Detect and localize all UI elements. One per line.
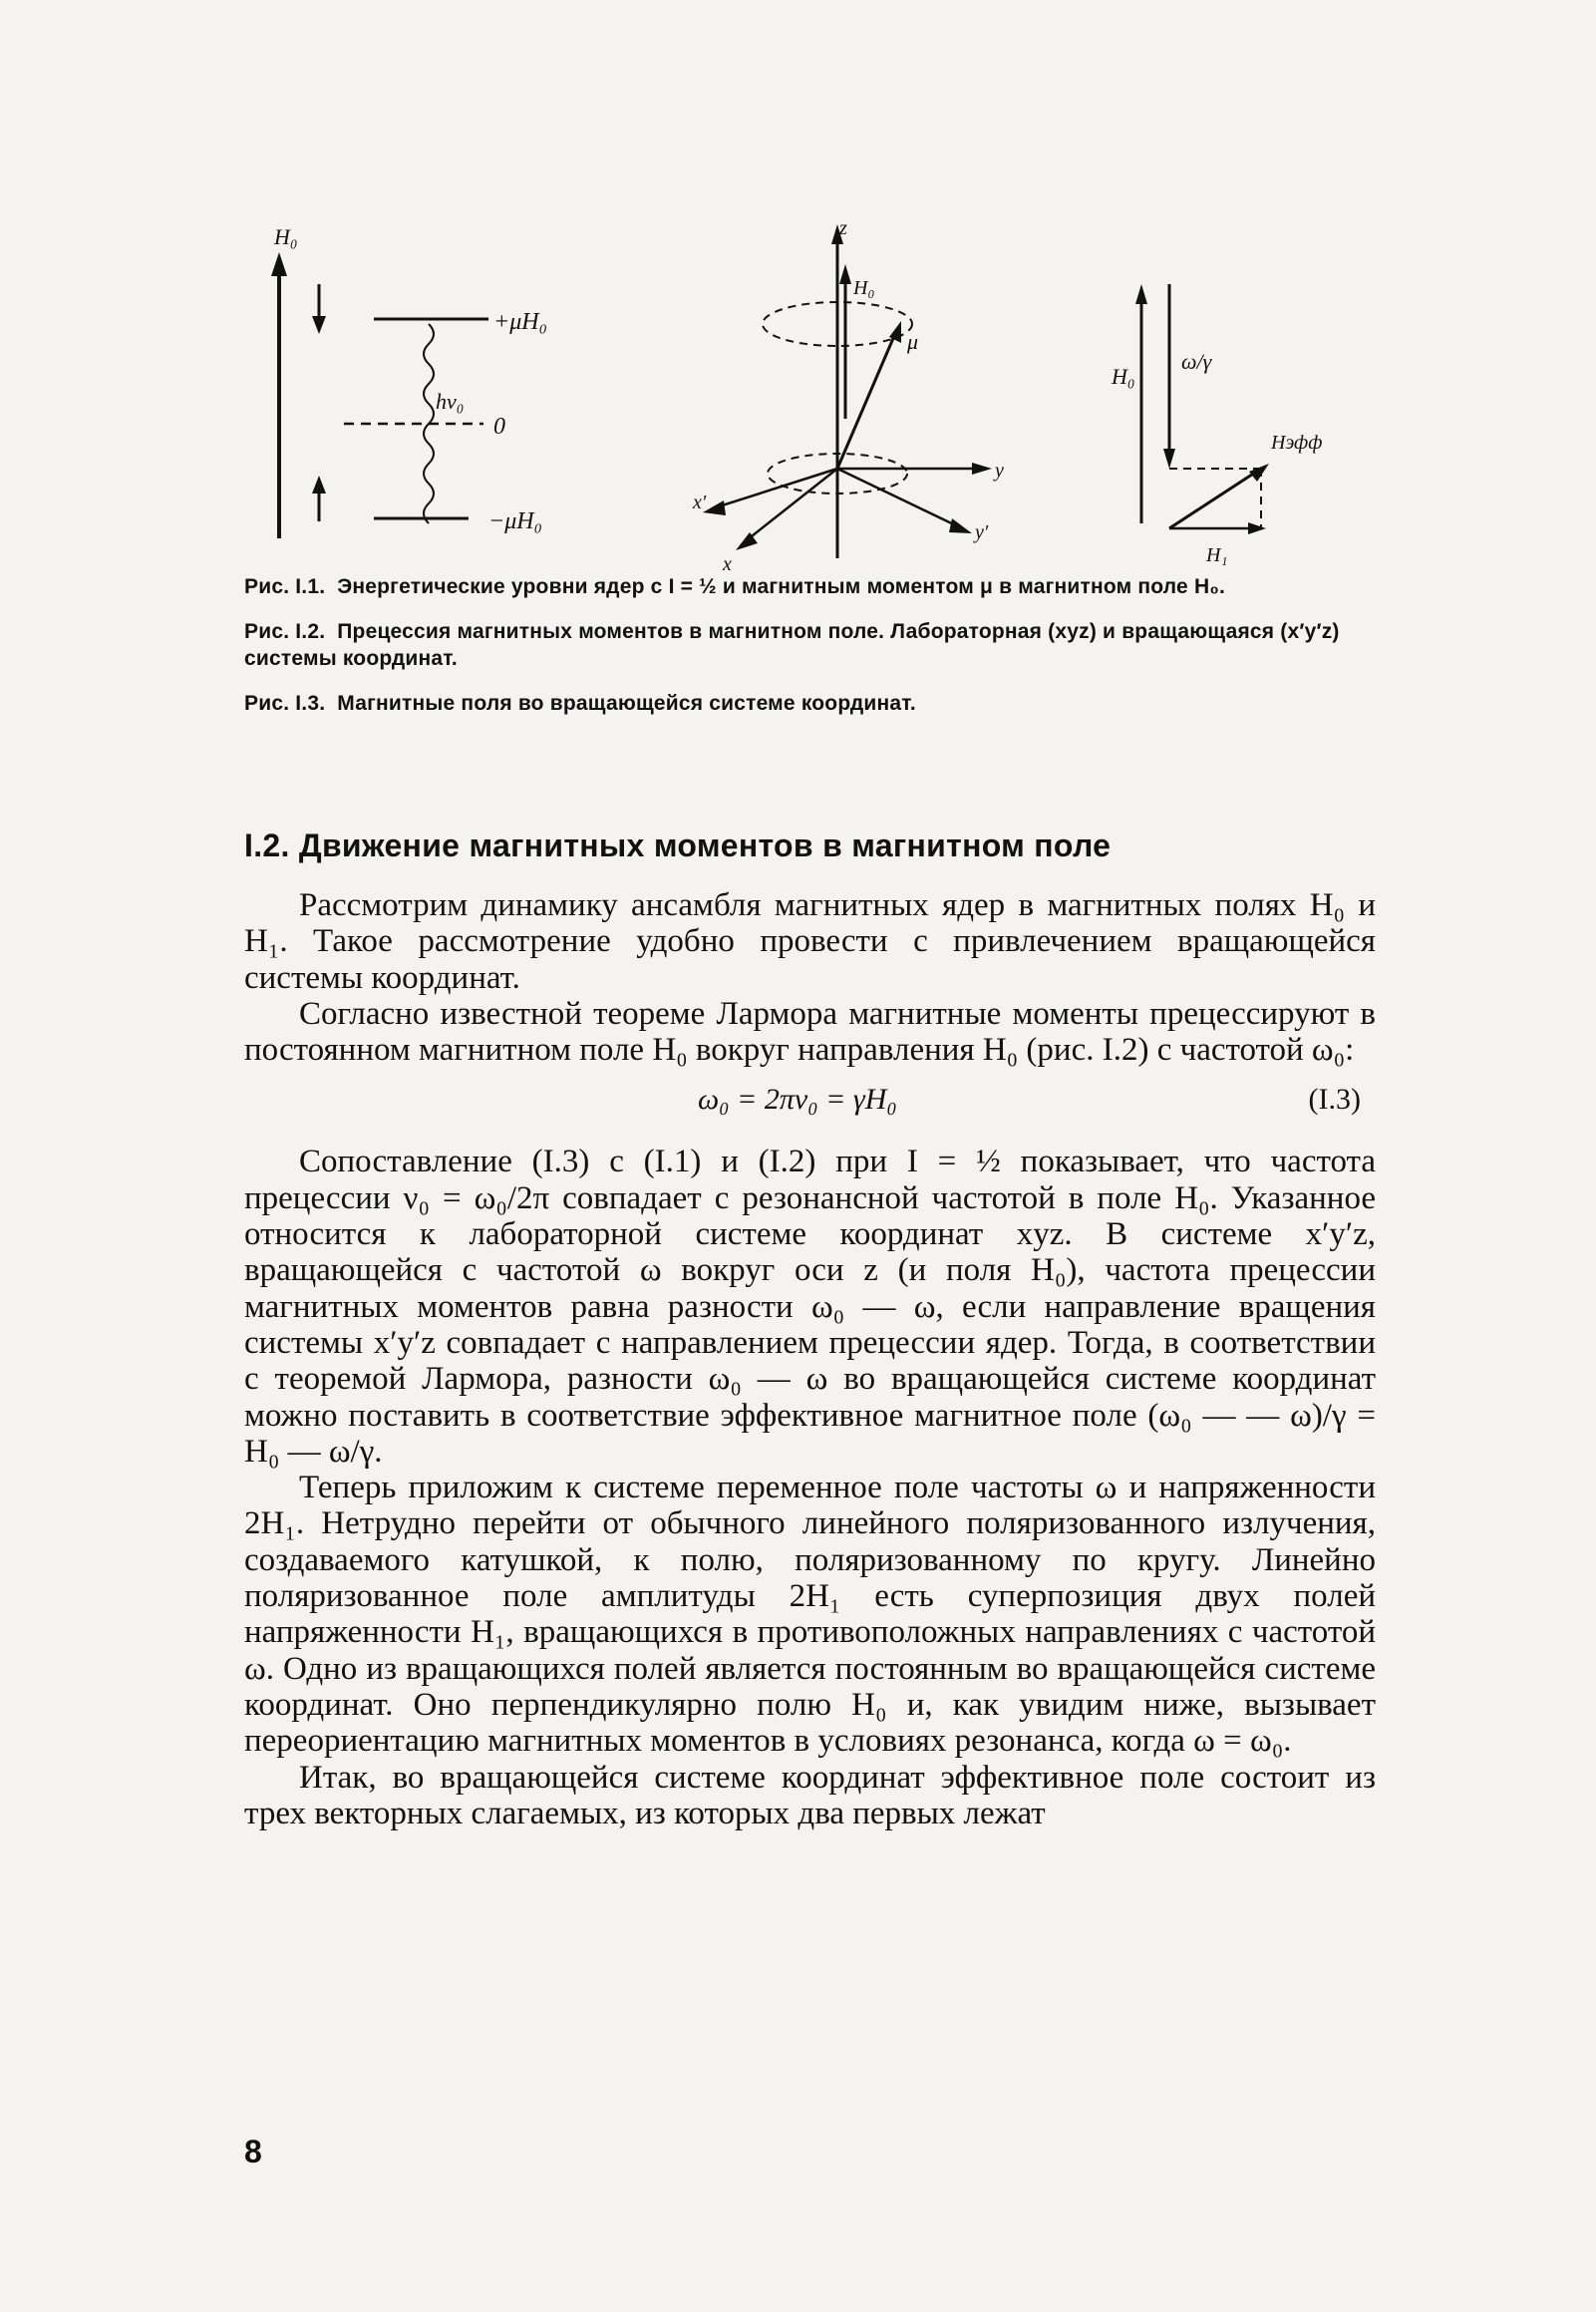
fig1-level-mid: 0 — [493, 414, 505, 440]
figure-energy-levels — [244, 224, 583, 563]
figure-effective-field — [1112, 224, 1371, 566]
figures-row — [244, 217, 1391, 593]
fig2-y-label: y — [995, 460, 1004, 482]
paragraph: Согласно известной теореме Лармора магнитные моменты прецессируют в постоянном магнитном поле H₀ вокруг направления H₀ (рис. I.2) с частотой ω₀: — [244, 995, 1376, 1069]
equation-number: (I.3) — [1308, 1083, 1361, 1117]
fig3-omega-gamma-label: ω/γ — [1181, 349, 1212, 374]
equation: ω₀ = 2πν₀ = γH₀ — [698, 1083, 897, 1117]
caption-fig1: Рис. I.1. Энергетические уровни ядер с I = ½ и магнитным моментом μ в магнитном поле H₀. — [244, 575, 1226, 598]
body-text — [244, 887, 1376, 1831]
figure-captions — [244, 573, 1391, 735]
page-number: 8 — [244, 2134, 262, 2169]
figure-precession — [658, 219, 1017, 578]
fig2-mu-label: μ — [907, 329, 919, 354]
section-title: I.2. Движение магнитных моментов в магнитном поле — [244, 827, 1112, 863]
fig2-x-prime-label: x′ — [693, 492, 707, 513]
fig2-z-label: z — [839, 217, 847, 239]
fig2-x-label: x — [723, 553, 732, 575]
caption-fig2: Рис. I.2. Прецессия магнитных моментов в магнитном поле. Лабораторная (xyz) и вращающаяся (x′y′z) системы координат. — [244, 620, 1340, 670]
fig2-h0-label: H₀ — [853, 277, 875, 299]
fig1-h0-label: H₀ — [274, 224, 298, 249]
fig1-level-top: +μH₀ — [493, 309, 547, 335]
caption-fig3: Рис. I.3. Магнитные поля во вращающейся системе координат. — [244, 692, 916, 715]
paragraph: Теперь приложим к системе переменное поле частоты ω и напряженности 2H₁. Нетрудно перейти от обычного линейного поляризованного излучения, создаваемого катушкой, к полю, поляризованному по кругу. Линейно поляризованное поле амплитуды 2H₁ есть суперпозиция двух полей напряженности H₁, вращающихся в противоположных направлениях с частотой ω. Одно из вращающихся полей является постоянным во вращающейся системе координат. Оно перпендикулярно полю H₀ и, как увидим ниже, вызывает переориентацию магнитных моментов в условиях резонанса, когда ω = ω₀. — [244, 1470, 1376, 1760]
paragraph: Рассмотрим динамику ансамбля магнитных ядер в магнитных полях H₀ и H₁. Такое рассмотрение удобно провести с привлечением вращающейся системы координат. — [244, 887, 1376, 996]
fig3-h0-label: H₀ — [1112, 364, 1135, 389]
paragraph: Итак, во вращающейся системе координат эффективное поле состоит из трех векторных слагаемых, из которых два первых лежат — [244, 1759, 1376, 1831]
equation-line — [244, 1076, 1376, 1126]
fig3-h1-label: H₁ — [1206, 544, 1228, 566]
paragraph: Сопоставление (I.3) с (I.1) и (I.2) при I = ½ показывает, что частота прецессии ν₀ = ω₀/2π совпадает с резонансной частотой в поле H₀. Указанное относится к лабораторной системе координат xyz. В системе x′y′z, вращающейся с частотой ω вокруг оси z (и поля H₀), частота прецессии магнитных моментов равна разности ω₀ — ω, если направление вращения системы x′y′z совпадает с направлением прецессии ядер. Тогда, в соответствии с теоремой Лармора, разности ω₀ — ω во вращающейся системе координат можно поставить в соответствие эффективное магнитное поле (ω₀ — — ω)/γ = H₀ — ω/γ. — [244, 1144, 1376, 1470]
fig2-y-prime-label: y′ — [975, 521, 989, 543]
fig1-level-bottom: −μH₀ — [488, 508, 542, 534]
fig3-heff-label: Hэфф — [1271, 432, 1323, 454]
fig1-transition-label: hν₀ — [436, 389, 465, 414]
